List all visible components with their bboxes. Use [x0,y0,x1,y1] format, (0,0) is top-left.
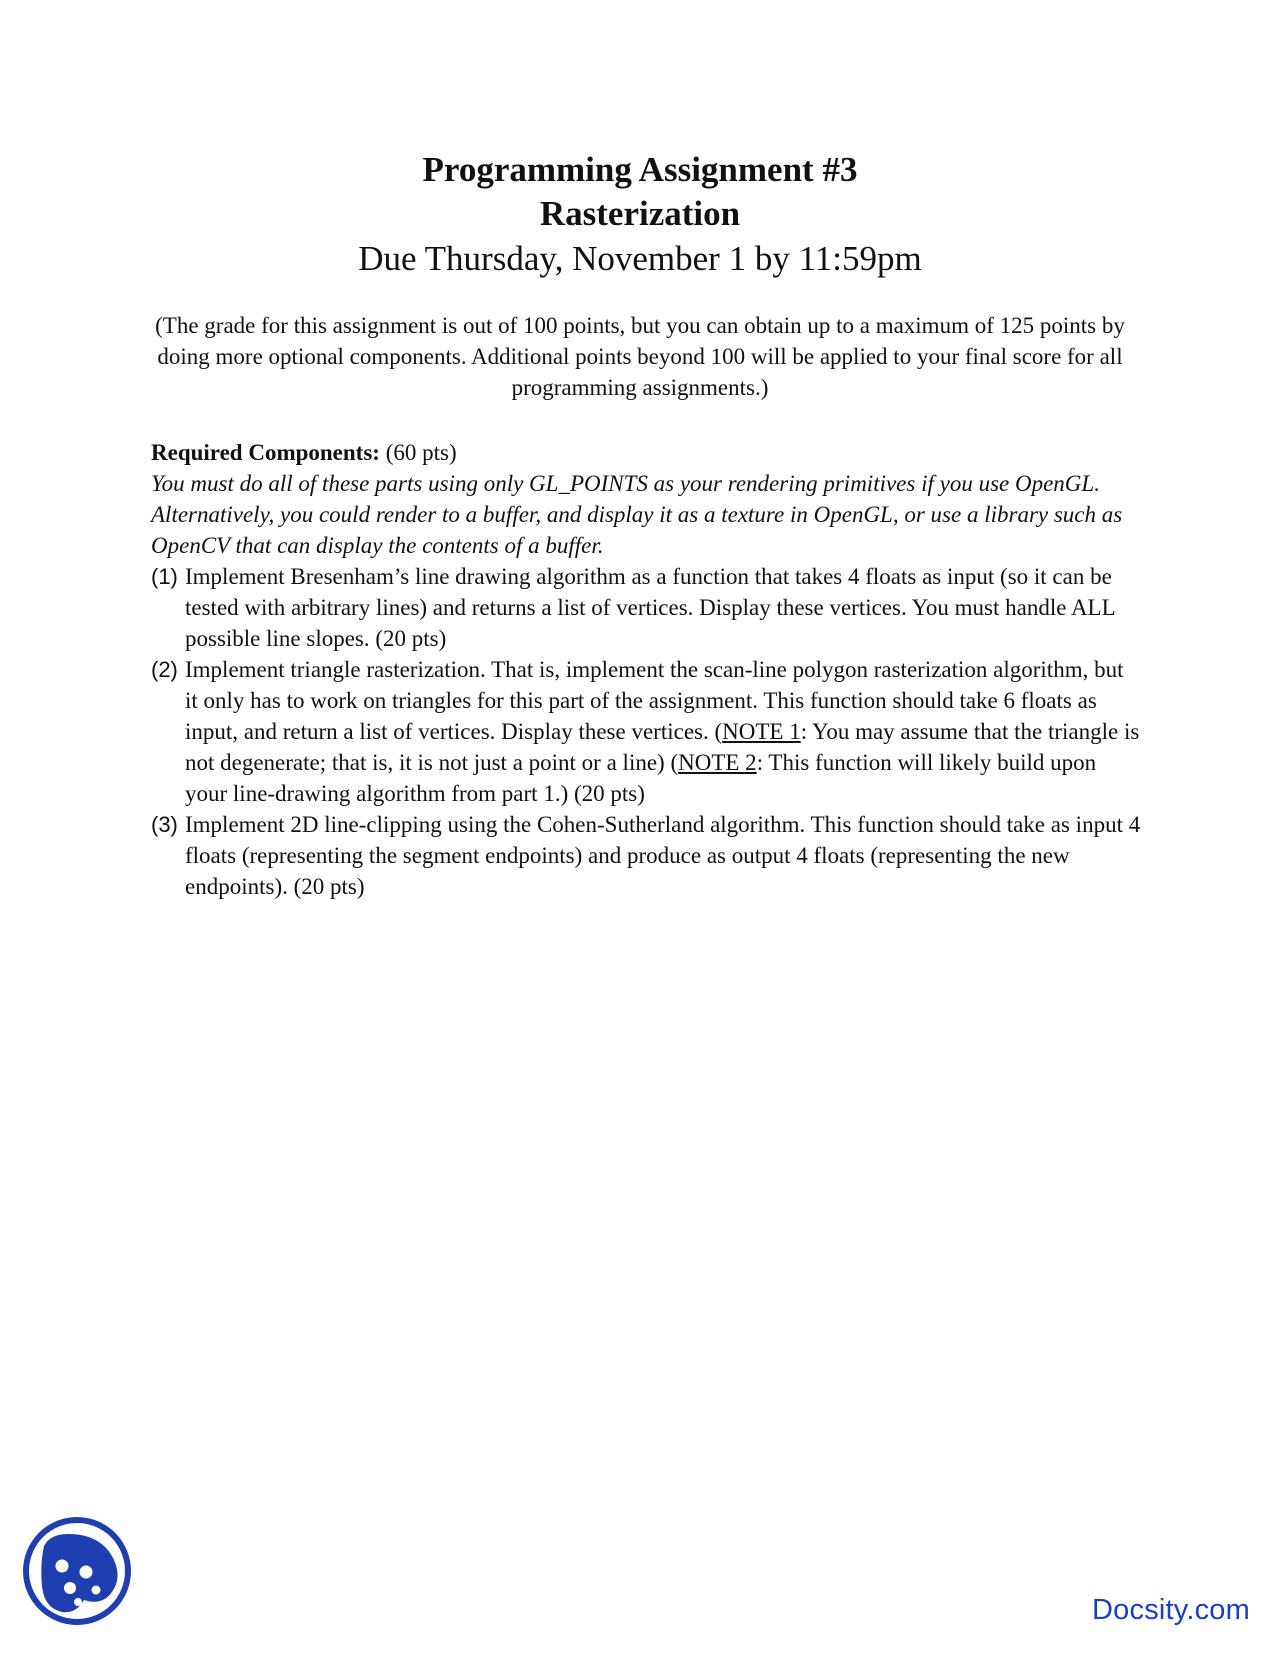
grading-intro: (The grade for this assignment is out of 100 points, but you can obtain up to a maximum of 125 points by doing more optional components. Additional points beyond 100 will be applied to your final score for all programming assignments.) [155,313,1125,400]
item-number: (3) [151,812,178,837]
required-points: (60 pts) [379,440,457,465]
requirements-list [151,561,1141,902]
due-date: Due Thursday, November 1 by 11:59pm [358,239,922,278]
item-text-part-a: Implement triangle rasterization. That is, implement the scan-line polygon rasterization algorithm, but it only has to work on triangles for this part of the assignment. This function should take 6 floats as input, and return a list of vertices. Display these vertices. ( [185,657,1124,744]
assignment-subtitle: Rasterization [539,194,741,233]
item-text-part-c: : This function will likely build upon your line-drawing algorithm from part 1.) (20 pts) [185,750,1097,806]
required-components-section [151,437,1141,902]
list-item [151,809,1141,902]
item-number: (2) [151,657,178,682]
item-text: Implement 2D line-clipping using the Cohen-Sutherland algorithm. This function should take as input 4 floats (representing the segment endpoints) and produce as output 4 floats (representing the new endpoints). (20 pts) [185,812,1141,899]
required-heading [151,437,1141,468]
docsity-logo-icon[interactable] [22,1516,132,1626]
list-item [151,561,1141,654]
item-text-part-b: : You may assume that the triangle is not degenerate; that is, it is not just a point or a line) ( [185,719,1140,775]
item-number: (1) [151,564,178,589]
title-block [0,148,1280,282]
required-heading-label: Required Components: [151,440,380,465]
item-text: Implement Bresenham’s line drawing algorithm as a function that takes 4 floats as input (so it can be tested with arbitrary lines) and returns a list of vertices. Display these vertices. You must handle ALL possible line slopes. (20 pts) [185,564,1115,651]
rendering-note: You must do all of these parts using only GL_POINTS as your rendering primitives if you use OpenGL. Alternatively, you could render to a buffer, and display it as a texture in OpenGL, or use a library such as OpenCV that can display the contents of a buffer. [151,471,1123,558]
docsity-brand-link[interactable]: Docsity.com [1092,1594,1250,1626]
assignment-title: Programming Assignment #3 [422,150,858,189]
note2-label: NOTE 2 [678,750,757,775]
note1-label: NOTE 1 [722,719,801,744]
list-item [151,654,1141,809]
